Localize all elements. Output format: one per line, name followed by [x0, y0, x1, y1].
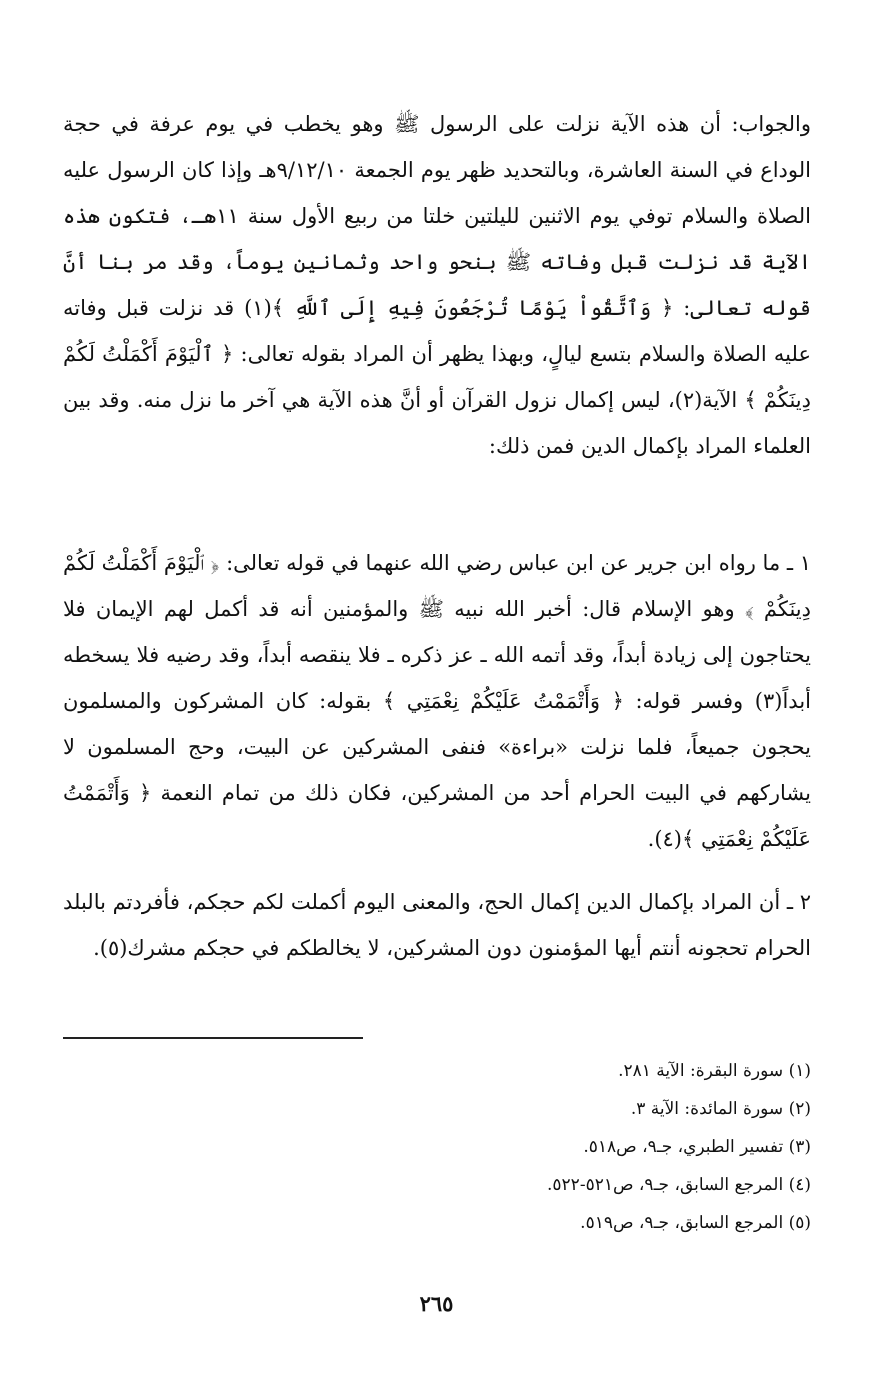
paragraph-answer: والجواب: أن هذه الآية نزلت على الرسول ﷺ وهو يخطب في يوم عرفة في حجة الوداع في السنة العاشرة، وبالتحديد ظهر يوم الجمعة ٩/١٢/١٠هـ وإذا كان الرسول عليه الصلاة والسلام توفي يوم الاثنين لليلتين خلتا من ربيع الأول سنة ١١هـ، فتكون هذه الآية قد نزلت قبل وفاته ﷺ بنحو واحد وثمانين يوماً، وقد مر بنا أنَّ قوله تعالى: ﴿ وَٱتَّقُواْ يَوْمًا تُرْجَعُونَ فِيهِ إِلَى ٱللَّهِ ﴾(١) قد نزلت قبل وفاته عليه الصلاة والسلام بتسع ليالٍ، وبهذا يظهر أن المراد بقوله تعالى: ﴿ ٱلْيَوْمَ أَكْمَلْتُ لَكُمْ دِينَكُمْ ﴾ الآية(٢)، ليس إكمال نزول القرآن أو أنَّ هذه الآية هي آخر ما نزل منه. وقد بين العلماء المراد بإكمال الدين فمن ذلك:	[63, 112, 811, 458]
page-number: ٢٦٥	[419, 1291, 454, 1316]
footnote-3: (٣) تفسير الطبري، جـ٩، ص٥١٨.	[583, 1137, 811, 1157]
footnote-4: (٤) المرجع السابق، جـ٩، ص٥٢١-٥٢٢.	[547, 1175, 811, 1195]
paragraph-point-1: ١ ـ ما رواه ابن جرير عن ابن عباس رضي الله عنهما في قوله تعالى: ﴿ ٱلْيَوْمَ أَكْمَلْتُ لَكُمْ دِينَكُمْ ﴾ وهو الإسلام قال: أخبر الله نبيه ﷺ والمؤمنين أنه قد أكمل لهم الإيمان فلا يحتاجون إلى زيادة أبداً، وقد أتمه الله ـ عز ذكره ـ فلا ينقصه أبداً، وقد رضيه فلا يسخطه أبداً(٣) وفسر قوله: ﴿ وَأَتْمَمْتُ عَلَيْكُمْ نِعْمَتِي ﴾ بقوله: كان المشركون والمسلمون يحجون جميعاً، فلما نزلت «براءة» فنفى المشركين عن البيت، وحج المسلمون لا يشاركهم في البيت الحرام أحد من المشركين، فكان ذلك من تمام النعمة ﴿ وَأَتْمَمْتُ عَلَيْكُمْ نِعْمَتِي ﴾(٤).	[63, 551, 811, 851]
footnote-1: (١) سورة البقرة: الآية ٢٨١.	[618, 1061, 811, 1081]
footnotes-list	[63, 1052, 811, 1242]
footnote-2: (٢) سورة المائدة: الآية ٣.	[630, 1099, 811, 1119]
paragraph-point-2: ٢ ـ أن المراد بإكمال الدين إكمال الحج، والمعنى اليوم أكملت لكم حجكم، فأفردتم بالبلد الحرام تحجونه أنتم أيها المؤمنون دون المشركين، لا يخالطكم في حجكم مشرك(٥).	[63, 890, 811, 960]
footnote-5: (٥) المرجع السابق، جـ٩، ص٥١٩.	[580, 1213, 811, 1233]
footnote-divider	[63, 1037, 363, 1039]
